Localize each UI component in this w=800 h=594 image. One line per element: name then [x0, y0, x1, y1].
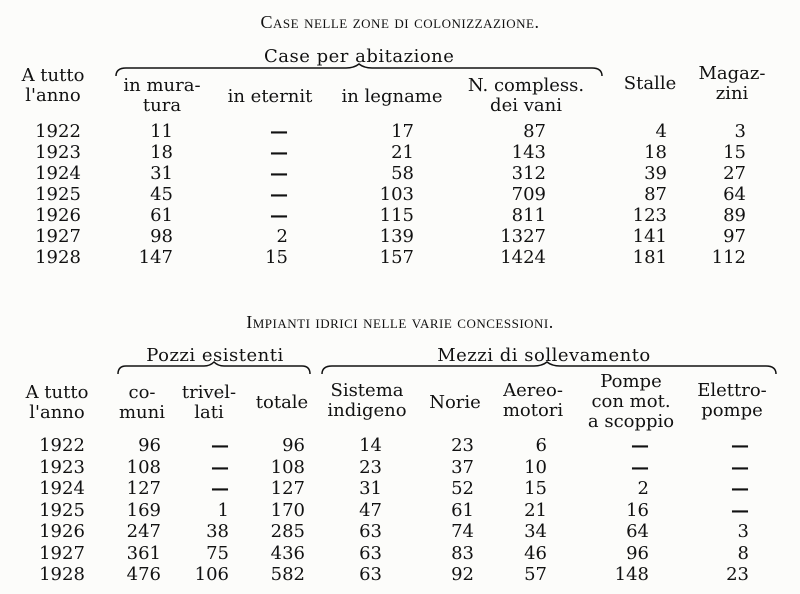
table1-cell: 112 [711, 247, 746, 268]
table2-year-cell: 1923 [39, 456, 85, 478]
table2-col-header [112, 383, 172, 423]
table1-cell: 1327 [500, 226, 546, 247]
table2-col-header-line: motori [502, 400, 564, 421]
table2-cell: — [211, 456, 229, 478]
table1-year-cell: 1927 [35, 226, 81, 247]
table2-year-cell: 1924 [39, 478, 85, 499]
table1-cell: 97 [723, 226, 746, 247]
table2-cell: 63 [359, 564, 382, 585]
table2-cell: 74 [451, 521, 474, 542]
table2-col-header [322, 381, 412, 421]
table2-cell: 75 [206, 542, 229, 564]
table2-cell: 64 [626, 521, 649, 542]
table1-col-header [690, 64, 774, 104]
table2-group-brace-2 [320, 362, 778, 376]
table2-year-cell: 1926 [39, 521, 85, 542]
table2-cell: 10 [524, 456, 547, 478]
table2-cell: 14 [359, 435, 382, 456]
table1-col-header [334, 87, 450, 107]
table1-cell: 2 [276, 226, 288, 247]
table1-col-header [610, 74, 690, 94]
table2-cell: 436 [270, 542, 305, 564]
table2-col-header-line: a scoppio [587, 411, 675, 432]
table2-cell: — [731, 456, 749, 478]
table2-group-brace-1 [116, 362, 312, 376]
table2-cell: 61 [451, 499, 474, 521]
table1-cell: 31 [150, 163, 173, 184]
table2-cell: — [631, 456, 649, 478]
table2-cell: 21 [524, 499, 547, 521]
table1-col-header-line: in eternit [227, 86, 313, 107]
table2-year-cell: 1925 [39, 499, 85, 521]
table1-cell: 811 [511, 205, 546, 226]
table1-cell: 157 [379, 247, 414, 268]
table1-year-cell: 1922 [35, 121, 81, 142]
table2-cell: 285 [270, 521, 305, 542]
table2-col-header-line: Pompe [600, 371, 662, 392]
table2-cell: 3 [737, 521, 749, 542]
table2-cell: 38 [206, 521, 229, 542]
table1-cell: 87 [523, 121, 546, 142]
table2-cell: 247 [126, 521, 161, 542]
table2-cell: 1 [217, 499, 229, 521]
table1-cell: 181 [632, 247, 667, 268]
table2-col-header-line: Aereo- [503, 380, 563, 401]
table2-cell: 169 [126, 499, 161, 521]
table2-col-year-line2: l'anno [29, 402, 85, 423]
table2-cell: 6 [535, 435, 547, 456]
table1-cell: 27 [723, 163, 746, 184]
table1-cell: 147 [138, 247, 173, 268]
table2-cell: 23 [451, 435, 474, 456]
table2-cell: 361 [126, 542, 161, 564]
table1-col-header-line: in legname [341, 86, 443, 107]
table1-col-header-line: tura [142, 95, 182, 116]
table1-year-cell: 1924 [35, 163, 81, 184]
table1-cell: 4 [655, 121, 667, 142]
table1-cell: 21 [391, 142, 414, 163]
table2-cell: 96 [626, 542, 649, 564]
table2-cell: 582 [270, 564, 305, 585]
table2-cell: 96 [282, 435, 305, 456]
table2-cell: 37 [451, 456, 474, 478]
table2-col-header-line: indigeno [327, 400, 407, 421]
table1-col-header [112, 76, 212, 116]
table1-cell: 709 [511, 184, 546, 205]
table1-year-cell: 1923 [35, 142, 81, 163]
table2-cell: 476 [126, 564, 161, 585]
table1-cell: 139 [379, 226, 414, 247]
table1-cell: 64 [723, 184, 746, 205]
table2-col-header [492, 381, 574, 421]
table2-cell: 92 [451, 564, 474, 585]
table1-col-header-line: dei vani [490, 95, 562, 116]
table2-col-header [420, 393, 490, 413]
table2-col-header-line: trivel- [181, 382, 237, 403]
table2-year-cell: 1928 [39, 564, 85, 585]
table2-cell: 47 [359, 499, 382, 521]
table2-cell: 83 [451, 542, 474, 564]
table2-cell: — [211, 435, 229, 456]
table1-cell: 143 [511, 142, 546, 163]
table1-cell: 87 [644, 184, 667, 205]
table2-cell: 57 [524, 564, 547, 585]
table1-cell: 141 [632, 226, 667, 247]
table2-col-header [584, 372, 678, 432]
table1-cell: — [270, 184, 288, 205]
table1-cell: 123 [632, 205, 667, 226]
table2-col-header-line: pompe [701, 400, 763, 421]
table2-cell: 23 [726, 564, 749, 585]
table1-cell: 312 [511, 163, 546, 184]
table1-cell: — [270, 142, 288, 163]
table2-cell: 108 [270, 456, 305, 478]
table2-col-header-line: totale [255, 392, 309, 413]
table1-col-year [10, 66, 96, 106]
table2-col-header-line: con mot. [591, 391, 671, 412]
table1-year-cell: 1925 [35, 184, 81, 205]
table2-cell: 16 [626, 499, 649, 521]
table2-col-header-line: co- [128, 382, 156, 403]
table2-cell: 15 [524, 478, 547, 499]
table2-cell: — [731, 478, 749, 499]
table2-col-header-line: lati [194, 402, 224, 423]
table1-cell: 45 [150, 184, 173, 205]
table2-cell: 34 [524, 521, 547, 542]
table1-year-cell: 1928 [35, 247, 81, 268]
table1-cell: 15 [723, 142, 746, 163]
table2-cell: 127 [126, 478, 161, 499]
table2-cell: — [211, 478, 229, 499]
table2-col-header-line: Norie [429, 392, 481, 413]
table2-cell: 170 [270, 499, 305, 521]
table1-cell: 89 [723, 205, 746, 226]
table1-cell: — [270, 121, 288, 142]
table2-cell: 46 [524, 542, 547, 564]
table2-cell: 2 [637, 478, 649, 499]
table1-col-header-line: Stalle [623, 73, 677, 94]
table2-col-header [176, 383, 242, 423]
table2-cell: 23 [359, 456, 382, 478]
table2-col-header [684, 381, 780, 421]
table1-col-year-line1: A tutto [21, 65, 85, 86]
table1-col-header [458, 76, 594, 116]
table1-year-cell: 1926 [35, 205, 81, 226]
table1-title: Case nelle zone di colonizzazione. [260, 12, 540, 32]
table1-col-header-line: Magaz- [698, 63, 766, 84]
table1-cell: — [270, 163, 288, 184]
table2-col-year [14, 383, 100, 423]
table1-cell: 18 [150, 142, 173, 163]
table2-cell: 63 [359, 521, 382, 542]
table1-cell: 17 [391, 121, 414, 142]
table1-cell: 1424 [500, 247, 546, 268]
table1-cell: 103 [379, 184, 414, 205]
table2-col-header-line: Elettro- [697, 380, 767, 401]
table1-group-header: Case per abitazione [264, 46, 455, 67]
table1-col-header-line: zini [715, 83, 749, 104]
table2-col-header [250, 393, 314, 413]
table2-group-header-1: Pozzi esistenti [146, 345, 284, 366]
table1-cell: 98 [150, 226, 173, 247]
table2-col-year-line1: A tutto [25, 382, 89, 403]
table2-cell: — [731, 499, 749, 521]
table1-col-header-line: N. compless. [467, 75, 585, 96]
table2-year-cell: 1922 [39, 435, 85, 456]
table1-cell: 11 [150, 121, 173, 142]
table2-cell: 31 [359, 478, 382, 499]
table2-cell: 148 [614, 564, 649, 585]
table2-cell: 63 [359, 542, 382, 564]
table1-cell: 58 [391, 163, 414, 184]
table2-cell: 52 [451, 478, 474, 499]
table1-col-year-line2: l'anno [25, 85, 81, 106]
table1-cell: 39 [644, 163, 667, 184]
table1-cell: 61 [150, 205, 173, 226]
table2-col-header-line: muni [118, 402, 165, 423]
table2-cell: 106 [194, 564, 229, 585]
table2-year-cell: 1927 [39, 542, 85, 564]
table2-col-header-line: Sistema [330, 380, 404, 401]
table2-cell: 96 [138, 435, 161, 456]
table1-col-header-line: in mura- [123, 75, 201, 96]
table2-cell: — [631, 435, 649, 456]
table2-cell: — [731, 435, 749, 456]
table2-title: Impianti idrici nelle varie concessioni. [246, 312, 554, 332]
table2-cell: 8 [737, 542, 749, 564]
table1-col-header [220, 87, 320, 107]
table1-cell: — [270, 205, 288, 226]
table1-cell: 18 [644, 142, 667, 163]
table1-cell: 115 [379, 205, 414, 226]
table2-cell: 108 [126, 456, 161, 478]
table2-group-header-2: Mezzi di sollevamento [437, 345, 651, 366]
table2-cell: 127 [270, 478, 305, 499]
table1-cell: 3 [734, 121, 746, 142]
table1-cell: 15 [265, 247, 288, 268]
